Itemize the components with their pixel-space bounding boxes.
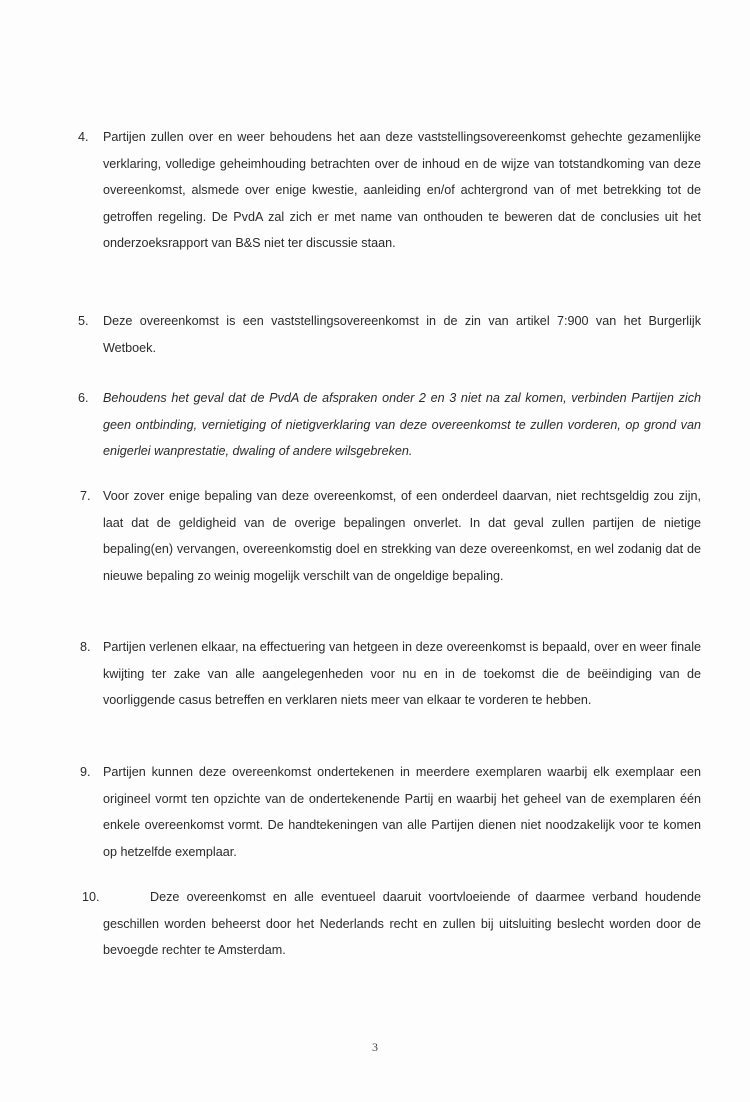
clause-9-number: 9.: [80, 765, 91, 779]
clause-5-number: 5.: [78, 314, 89, 328]
clause-7-number: 7.: [80, 489, 91, 503]
clause-6-number: 6.: [78, 391, 89, 405]
clause-7-text: Voor zover enige bepaling van deze overeenkomst, of een onderdeel daarvan, niet rechtsgeldig zou zijn, laat dat de geldigheid van de overige bepalingen onverlet. In dat geval zullen partijen de nietige bepaling(en) vervangen, overeenkomstig doel en strekking van deze overeenkomst, en wel zodanig dat de nieuwe bepaling zo weinig mogelijk verschilt van de ongeldige bepaling.: [103, 489, 701, 583]
clause-10-number: 10.: [82, 890, 100, 904]
clause-5-text: Deze overeenkomst is een vaststellingsovereenkomst in de zin van artikel 7:900 van het Burgerlijk Wetboek.: [103, 314, 701, 355]
clause-4-text: Partijen zullen over en weer behoudens het aan deze vaststellingsovereenkomst gehechte gezamenlijke verklaring, volledige geheimhouding betrachten over de inhoud en de wijze van totstandkoming van deze overeenkomst, alsmede over enige kwestie, aanleiding en/of achtergrond van of met betrekking tot de getroffen regeling. De PvdA zal zich er met name van onthouden te beweren dat de conclusies uit het onderzoeksrapport van B&S niet ter discussie staan.: [103, 130, 701, 250]
clause-6-text: Behoudens het geval dat de PvdA de afspraken onder 2 en 3 niet na zal komen, verbinden Partijen zich geen ontbinding, vernietiging of nietigverklaring van deze overeenkomst te zullen vorderen, op grond van enigerlei wanprestatie, dwaling of andere wilsgebreken.: [103, 391, 701, 458]
clause-4-number: 4.: [78, 130, 89, 144]
clause-8-number: 8.: [80, 640, 91, 654]
clause-8-text: Partijen verlenen elkaar, na effectuering van hetgeen in deze overeenkomst is bepaald, over en weer finale kwijting ter zake van alle aangelegenheden voor nu en in de toekomst die de beëindiging van de voorliggende casus betreffen en verklaren niets meer van elkaar te vorderen te hebben.: [103, 640, 701, 707]
page-number: 3: [372, 1040, 378, 1054]
clause-9-text: Partijen kunnen deze overeenkomst ondertekenen in meerdere exemplaren waarbij elk exemplaar een origineel vormt ten opzichte van de ondertekenende Partij en waarbij het geheel van de exemplaren één enkele overeenkomst vormt. De handtekeningen van alle Partijen dienen niet noodzakelijk voor te komen op hetzelfde exemplaar.: [103, 765, 701, 859]
clause-10-text: Deze overeenkomst en alle eventueel daaruit voortvloeiende of daarmee verband houdende geschillen worden beheerst door het Nederlands recht en zullen bij uitsluiting beslecht worden door de bevoegde rechter te Amsterdam.: [103, 890, 701, 957]
